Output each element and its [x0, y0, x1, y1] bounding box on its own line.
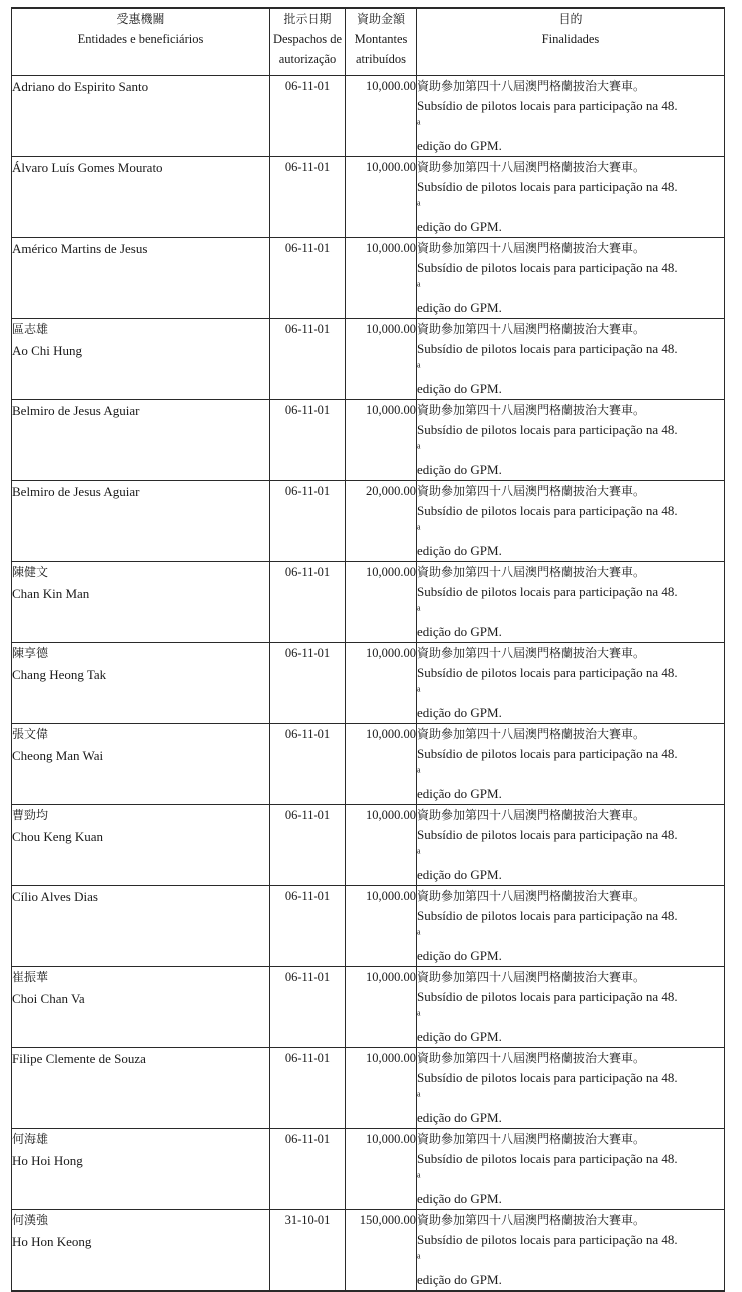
- purpose-pt-line2: edição do GPM.: [417, 947, 502, 963]
- purpose-pt-line1: [417, 987, 724, 1027]
- table-row: [12, 723, 725, 804]
- purpose-zh: 資助參加第四十八屆澳門格蘭披治大賽車。: [417, 807, 646, 822]
- header-amount-pt1: Montantes: [354, 32, 408, 46]
- purpose-pt-ordinal: a: [417, 441, 421, 451]
- authorization-date: 06-11-01: [270, 399, 346, 480]
- purpose-pt-line2: edição do GPM.: [417, 1109, 502, 1125]
- beneficiary-name: Belmiro de Jesus Aguiar: [12, 483, 140, 499]
- purpose-pt-line1: [417, 1068, 724, 1108]
- beneficiary-name: Chan Kin Man: [12, 585, 90, 601]
- purpose-cell: [417, 156, 725, 237]
- purpose-zh: 資助參加第四十八屆澳門格蘭披治大賽車。: [417, 1212, 646, 1227]
- beneficiary-name: Cílio Alves Dias: [12, 888, 98, 904]
- beneficiary-cell: [12, 75, 270, 156]
- purpose-pt-line2: edição do GPM.: [417, 785, 502, 801]
- purpose-pt-ordinal: a: [417, 765, 421, 775]
- beneficiary-name: Cheong Man Wai: [12, 747, 104, 763]
- purpose-pt-text: Subsídio de pilotos locais para participação na 48.: [417, 97, 678, 113]
- header-amount-zh: 資助金額: [356, 12, 405, 26]
- purpose-zh: 資助參加第四十八屆澳門格蘭披治大賽車。: [417, 1131, 646, 1146]
- beneficiary-cell: [12, 1128, 270, 1209]
- purpose-pt-line1: [417, 177, 724, 217]
- table-row: [12, 804, 725, 885]
- purpose-cell: [417, 237, 725, 318]
- authorization-date: 06-11-01: [270, 480, 346, 561]
- purpose-cell: [417, 561, 725, 642]
- purpose-zh: 資助參加第四十八屆澳門格蘭披治大賽車。: [417, 240, 646, 255]
- header-entities: [12, 8, 270, 75]
- header-entities-zh: 受惠機關: [116, 12, 165, 26]
- purpose-pt-line1: [417, 1230, 724, 1270]
- purpose-pt-line2: edição do GPM.: [417, 299, 502, 315]
- purpose-zh: 資助參加第四十八屆澳門格蘭披治大賽車。: [417, 969, 646, 984]
- header-purpose-zh: 目的: [558, 12, 583, 26]
- beneficiary-name: Chou Keng Kuan: [12, 828, 103, 844]
- purpose-pt-ordinal: a: [417, 198, 421, 208]
- amount: 10,000.00: [346, 966, 417, 1047]
- purpose-zh: 資助參加第四十八屆澳門格蘭披治大賽車。: [417, 402, 646, 417]
- amount: 150,000.00: [346, 1209, 417, 1291]
- header-date-pt2: autorização: [278, 52, 337, 66]
- purpose-pt-line1: [417, 96, 724, 136]
- purpose-pt-line2: edição do GPM.: [417, 1190, 502, 1206]
- beneficiary-name: Álvaro Luís Gomes Mourato: [12, 159, 163, 175]
- purpose-pt-text: Subsídio de pilotos locais para participação na 48.: [417, 907, 678, 923]
- authorization-date: 06-11-01: [270, 642, 346, 723]
- purpose-pt-ordinal: a: [417, 522, 421, 532]
- purpose-cell: [417, 1209, 725, 1291]
- subsidy-table: [11, 7, 725, 1292]
- purpose-cell: [417, 723, 725, 804]
- table-row: [12, 966, 725, 1047]
- beneficiary-cell: [12, 642, 270, 723]
- purpose-pt-line2: edição do GPM.: [417, 218, 502, 234]
- beneficiary-cell: [12, 561, 270, 642]
- amount: 10,000.00: [346, 156, 417, 237]
- beneficiary-name-zh: 張文偉: [12, 726, 49, 741]
- amount: 10,000.00: [346, 804, 417, 885]
- header-date: [270, 8, 346, 75]
- purpose-zh: 資助參加第四十八屆澳門格蘭披治大賽車。: [417, 78, 646, 93]
- authorization-date: 06-11-01: [270, 804, 346, 885]
- purpose-pt-text: Subsídio de pilotos locais para participação na 48.: [417, 988, 678, 1004]
- beneficiary-cell: [12, 480, 270, 561]
- purpose-pt-text: Subsídio de pilotos locais para participação na 48.: [417, 259, 678, 275]
- purpose-pt-ordinal: a: [417, 684, 421, 694]
- authorization-date: 06-11-01: [270, 1047, 346, 1128]
- beneficiary-cell: [12, 237, 270, 318]
- beneficiary-cell: [12, 885, 270, 966]
- beneficiary-cell: [12, 804, 270, 885]
- purpose-zh: 資助參加第四十八屆澳門格蘭披治大賽車。: [417, 645, 646, 660]
- purpose-pt-line1: [417, 420, 724, 460]
- purpose-zh: 資助參加第四十八屆澳門格蘭披治大賽車。: [417, 888, 646, 903]
- purpose-pt-ordinal: a: [417, 360, 421, 370]
- amount: 10,000.00: [346, 399, 417, 480]
- beneficiary-name: Ho Hoi Hong: [12, 1152, 83, 1168]
- beneficiary-name-zh: 陳享德: [12, 645, 49, 660]
- purpose-pt-line1: [417, 744, 724, 784]
- purpose-pt-line2: edição do GPM.: [417, 380, 502, 396]
- beneficiary-name-zh: 何漢強: [12, 1212, 49, 1227]
- authorization-date: 31-10-01: [270, 1209, 346, 1291]
- purpose-pt-text: Subsídio de pilotos locais para participação na 48.: [417, 340, 678, 356]
- purpose-pt-ordinal: a: [417, 1251, 421, 1261]
- purpose-pt-text: Subsídio de pilotos locais para participação na 48.: [417, 421, 678, 437]
- purpose-zh: 資助參加第四十八屆澳門格蘭披治大賽車。: [417, 726, 646, 741]
- purpose-pt-line1: [417, 825, 724, 865]
- purpose-pt-line1: [417, 582, 724, 622]
- beneficiary-name: Adriano do Espirito Santo: [12, 78, 149, 94]
- table-row: [12, 1128, 725, 1209]
- purpose-pt-text: Subsídio de pilotos locais para participação na 48.: [417, 178, 678, 194]
- beneficiary-cell: [12, 1209, 270, 1291]
- purpose-pt-line2: edição do GPM.: [417, 542, 502, 558]
- table-row: [12, 561, 725, 642]
- beneficiary-name: Choi Chan Va: [12, 990, 85, 1006]
- amount: 10,000.00: [346, 75, 417, 156]
- purpose-pt-line2: edição do GPM.: [417, 1028, 502, 1044]
- beneficiary-cell: [12, 156, 270, 237]
- purpose-pt-line2: edição do GPM.: [417, 866, 502, 882]
- authorization-date: 06-11-01: [270, 1128, 346, 1209]
- amount: 10,000.00: [346, 1047, 417, 1128]
- purpose-pt-text: Subsídio de pilotos locais para participação na 48.: [417, 664, 678, 680]
- purpose-pt-ordinal: a: [417, 279, 421, 289]
- purpose-pt-line1: [417, 258, 724, 298]
- purpose-pt-text: Subsídio de pilotos locais para participação na 48.: [417, 1069, 678, 1085]
- purpose-pt-line1: [417, 906, 724, 946]
- purpose-pt-line2: edição do GPM.: [417, 704, 502, 720]
- purpose-pt-line1: [417, 663, 724, 703]
- purpose-pt-text: Subsídio de pilotos locais para participação na 48.: [417, 745, 678, 761]
- purpose-pt-line2: edição do GPM.: [417, 1271, 502, 1287]
- authorization-date: 06-11-01: [270, 318, 346, 399]
- purpose-zh: 資助參加第四十八屆澳門格蘭披治大賽車。: [417, 564, 646, 579]
- amount: 10,000.00: [346, 237, 417, 318]
- header-date-zh: 批示日期: [283, 12, 332, 26]
- purpose-pt-line2: edição do GPM.: [417, 137, 502, 153]
- header-amount: [346, 8, 417, 75]
- table-header-row: [12, 8, 725, 75]
- authorization-date: 06-11-01: [270, 885, 346, 966]
- purpose-pt-ordinal: a: [417, 603, 421, 613]
- authorization-date: 06-11-01: [270, 966, 346, 1047]
- beneficiary-cell: [12, 723, 270, 804]
- table-row: [12, 1209, 725, 1291]
- purpose-pt-line1: [417, 501, 724, 541]
- purpose-pt-text: Subsídio de pilotos locais para participação na 48.: [417, 1231, 678, 1247]
- purpose-cell: [417, 318, 725, 399]
- authorization-date: 06-11-01: [270, 561, 346, 642]
- purpose-pt-line1: [417, 1149, 724, 1189]
- header-date-pt1: Despachos de: [272, 32, 343, 46]
- beneficiary-name: Ao Chi Hung: [12, 342, 83, 358]
- purpose-zh: 資助參加第四十八屆澳門格蘭披治大賽車。: [417, 1050, 646, 1065]
- purpose-pt-text: Subsídio de pilotos locais para participação na 48.: [417, 583, 678, 599]
- authorization-date: 06-11-01: [270, 723, 346, 804]
- authorization-date: 06-11-01: [270, 75, 346, 156]
- table-body: [12, 75, 725, 1291]
- purpose-cell: [417, 642, 725, 723]
- purpose-pt-ordinal: a: [417, 1089, 421, 1099]
- purpose-cell: [417, 966, 725, 1047]
- amount: 10,000.00: [346, 1128, 417, 1209]
- beneficiary-cell: [12, 399, 270, 480]
- purpose-zh: 資助參加第四十八屆澳門格蘭披治大賽車。: [417, 483, 646, 498]
- table-row: [12, 480, 725, 561]
- purpose-pt-text: Subsídio de pilotos locais para participação na 48.: [417, 502, 678, 518]
- purpose-cell: [417, 1047, 725, 1128]
- beneficiary-name: Chang Heong Tak: [12, 666, 107, 682]
- purpose-pt-line2: edição do GPM.: [417, 461, 502, 477]
- purpose-pt-line2: edição do GPM.: [417, 623, 502, 639]
- amount: 10,000.00: [346, 561, 417, 642]
- beneficiary-name-zh: 何海雄: [12, 1131, 49, 1146]
- purpose-cell: [417, 1128, 725, 1209]
- purpose-pt-ordinal: a: [417, 927, 421, 937]
- purpose-zh: 資助參加第四十八屆澳門格蘭披治大賽車。: [417, 321, 646, 336]
- purpose-pt-text: Subsídio de pilotos locais para participação na 48.: [417, 1150, 678, 1166]
- beneficiary-cell: [12, 1047, 270, 1128]
- purpose-pt-text: Subsídio de pilotos locais para participação na 48.: [417, 826, 678, 842]
- table-row: [12, 1047, 725, 1128]
- amount: 20,000.00: [346, 480, 417, 561]
- purpose-pt-ordinal: a: [417, 1170, 421, 1180]
- beneficiary-name-zh: 崔振華: [12, 969, 49, 984]
- table-row: [12, 237, 725, 318]
- header-purpose-pt: Finalidades: [541, 32, 600, 46]
- purpose-pt-line1: [417, 339, 724, 379]
- amount: 10,000.00: [346, 885, 417, 966]
- table-row: [12, 885, 725, 966]
- purpose-cell: [417, 480, 725, 561]
- header-entities-pt: Entidades e beneficiários: [77, 32, 204, 46]
- beneficiary-name-zh: 區志雄: [12, 321, 49, 336]
- beneficiary-name: Ho Hon Keong: [12, 1233, 92, 1249]
- beneficiary-name: Américo Martins de Jesus: [12, 240, 148, 256]
- beneficiary-name-zh: 陳健文: [12, 564, 49, 579]
- table-row: [12, 318, 725, 399]
- purpose-cell: [417, 804, 725, 885]
- purpose-pt-ordinal: a: [417, 846, 421, 856]
- purpose-cell: [417, 885, 725, 966]
- authorization-date: 06-11-01: [270, 237, 346, 318]
- beneficiary-cell: [12, 318, 270, 399]
- header-purpose: [417, 8, 725, 75]
- table-row: [12, 75, 725, 156]
- purpose-zh: 資助參加第四十八屆澳門格蘭披治大賽車。: [417, 159, 646, 174]
- table-row: [12, 399, 725, 480]
- amount: 10,000.00: [346, 642, 417, 723]
- purpose-pt-ordinal: a: [417, 117, 421, 127]
- header-amount-pt2: atribuídos: [356, 52, 406, 66]
- table-row: [12, 642, 725, 723]
- purpose-cell: [417, 75, 725, 156]
- beneficiary-name-zh: 曹勁均: [12, 807, 49, 822]
- beneficiary-name: Belmiro de Jesus Aguiar: [12, 402, 140, 418]
- purpose-pt-ordinal: a: [417, 1008, 421, 1018]
- table-row: [12, 156, 725, 237]
- amount: 10,000.00: [346, 723, 417, 804]
- beneficiary-cell: [12, 966, 270, 1047]
- amount: 10,000.00: [346, 318, 417, 399]
- beneficiary-name: Filipe Clemente de Souza: [12, 1050, 146, 1066]
- purpose-cell: [417, 399, 725, 480]
- authorization-date: 06-11-01: [270, 156, 346, 237]
